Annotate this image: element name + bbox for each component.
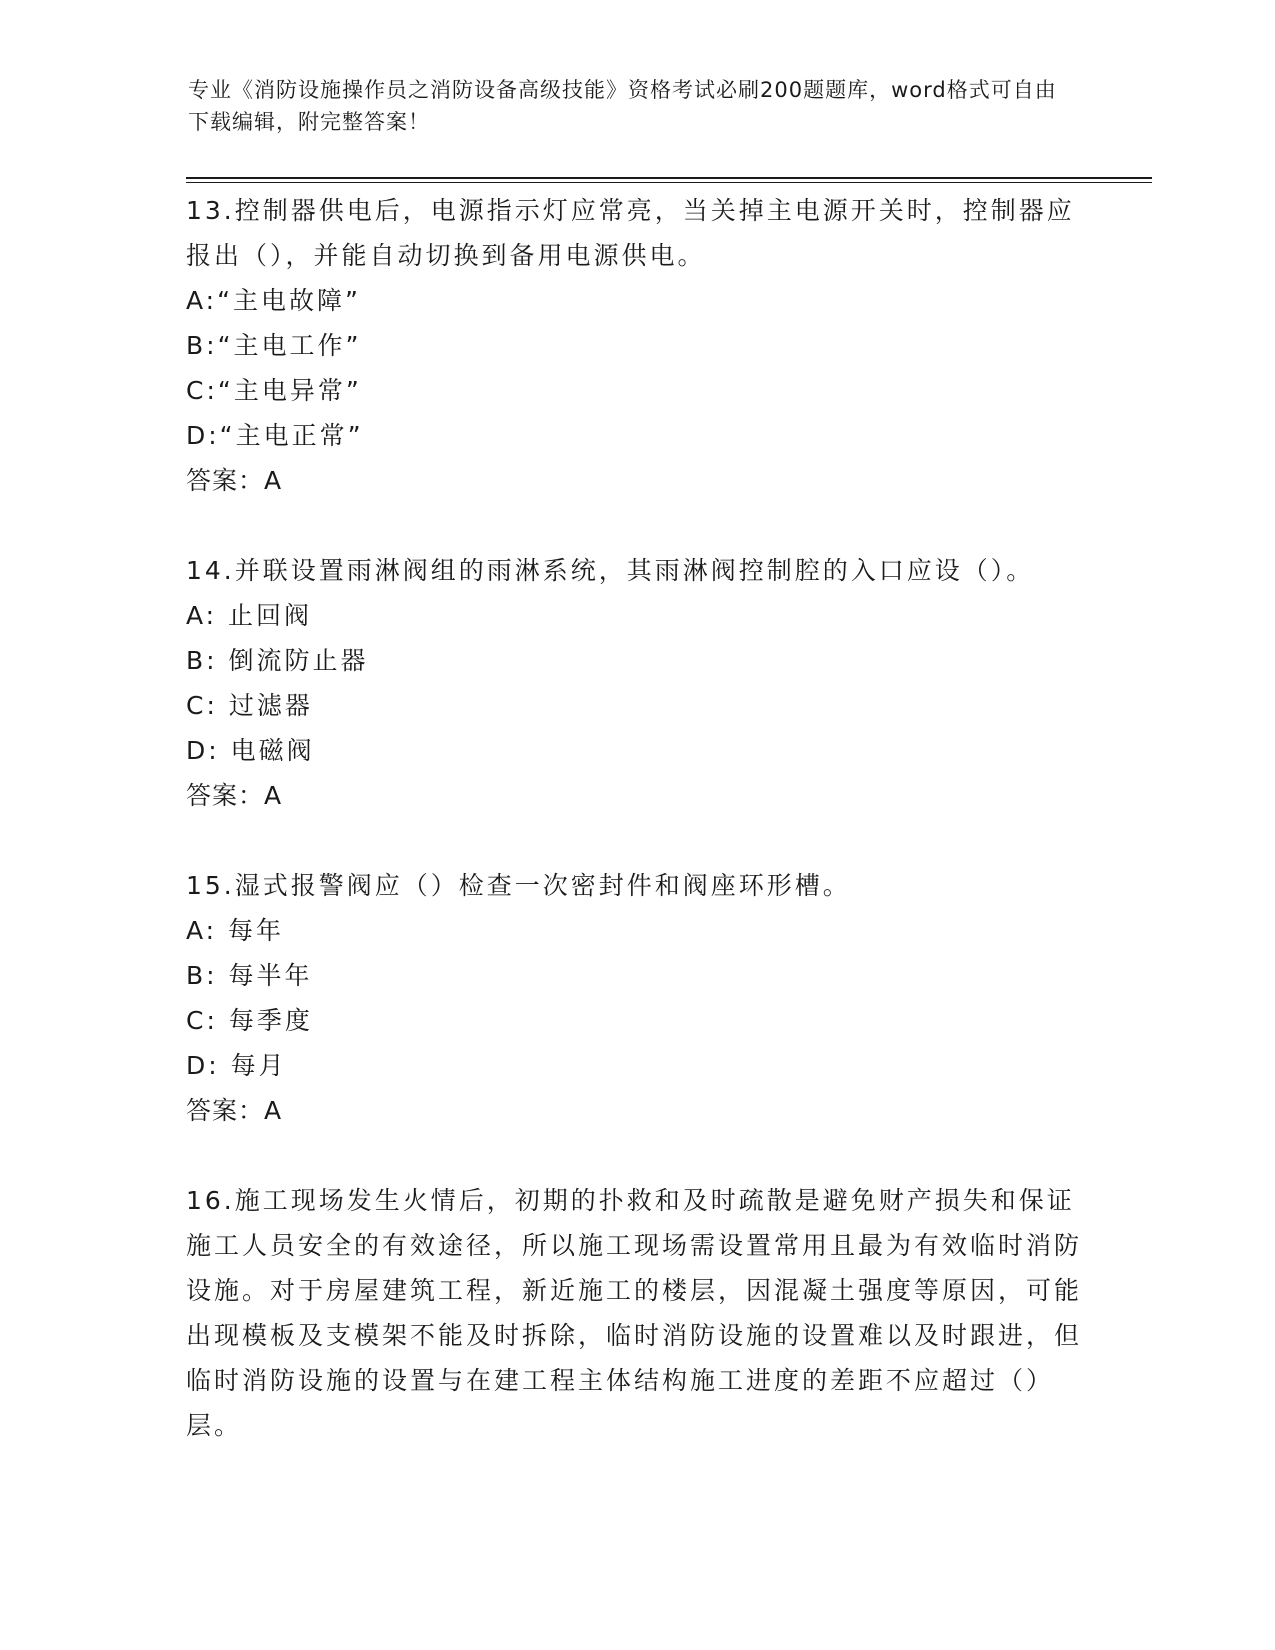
answer-line: 答案：A	[186, 781, 283, 810]
option-b: B: 每半年	[186, 961, 313, 990]
answer-line: 答案：A	[186, 466, 283, 495]
option-c: C: 每季度	[186, 1006, 313, 1035]
option-d: D: 每月	[186, 1051, 287, 1080]
question-stem: 13.控制器供电后，电源指示灯应常亮，当关掉主电源开关时，控制器应报出（），并能自动切换到备用电源供电。	[186, 196, 1075, 270]
option-d: D: 电磁阀	[186, 736, 315, 765]
header-divider-thick	[186, 177, 1152, 179]
option-a: A: 每年	[186, 916, 285, 945]
document-header: 专业《消防设施操作员之消防设备高级技能》资格考试必刷200题题库，word格式可自由下载编辑，附完整答案！	[188, 78, 1057, 134]
question-13	[186, 188, 1086, 503]
option-c: C:“主电异常”	[186, 376, 362, 405]
question-16	[186, 1178, 1086, 1448]
option-a: A:“主电故障”	[186, 286, 361, 315]
question-stem: 14.并联设置雨淋阀组的雨淋系统，其雨淋阀控制腔的入口应设（）。	[186, 556, 1035, 585]
option-d: D:“主电正常”	[186, 421, 364, 450]
option-b: B: 倒流防止器	[186, 646, 369, 675]
answer-line: 答案：A	[186, 1096, 283, 1125]
option-c: C: 过滤器	[186, 691, 313, 720]
header-divider-thin	[186, 182, 1152, 183]
question-stem: 16.施工现场发生火情后，初期的扑救和及时疏散是避免财产损失和保证施工人员安全的有效途径，所以施工现场需设置常用且最为有效临时消防设施。对于房屋建筑工程，新近施工的楼层，因混凝土强度等原因，可能出现模板及支模架不能及时拆除，临时消防设施的设置难以及时跟进，但临时消防设施的设置与在建工程主体结构施工进度的差距不应超过（）层。	[186, 1186, 1083, 1440]
question-14	[186, 548, 1086, 818]
option-a: A: 止回阀	[186, 601, 313, 630]
question-stem: 15.湿式报警阀应（）检查一次密封件和阀座环形槽。	[186, 871, 851, 900]
question-15	[186, 863, 1086, 1133]
option-b: B:“主电工作”	[186, 331, 362, 360]
question-list	[186, 188, 1086, 1448]
